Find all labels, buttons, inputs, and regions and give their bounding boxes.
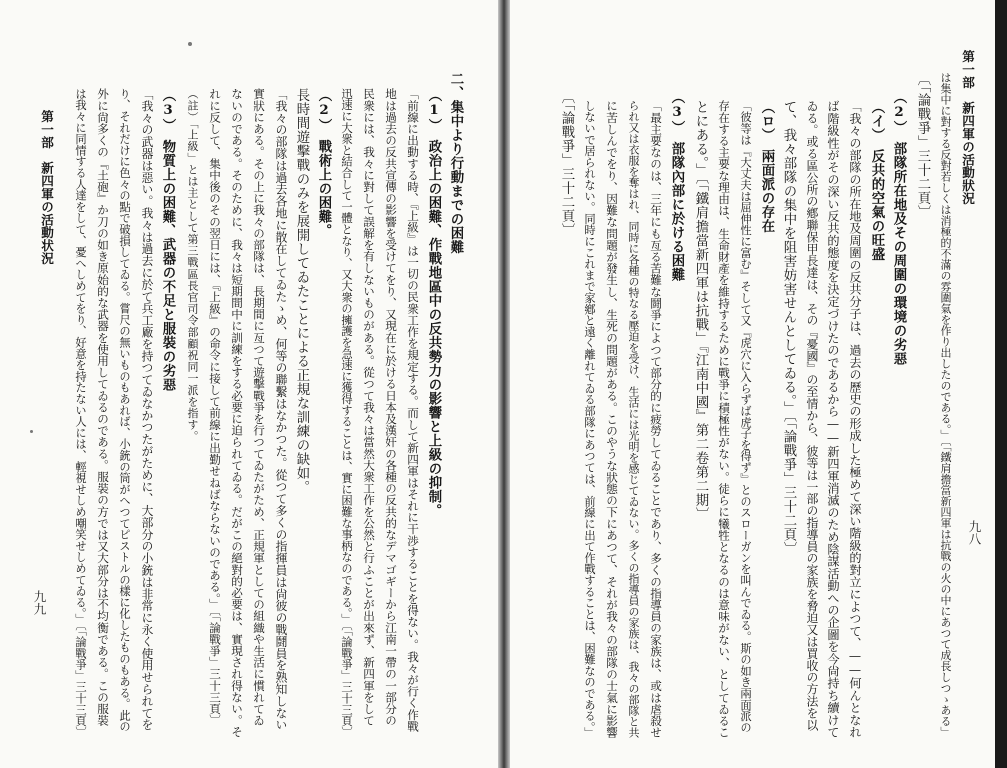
text-column: られ又は衣服を奪はれ、同時に各種の特なる壓迫を受け、生活には光明を感じてゐない。多くの指導員の家族は、我々の部隊と共 [627, 100, 640, 738]
book-gutter [498, 0, 510, 768]
page-number: 九八 [967, 520, 982, 545]
text-column: 「我々の武器は惡い。我々は過去に於て兵工廠を持つてゐなかつたがために、大部分の小銃は非常に永く使用せられてを [140, 88, 154, 731]
text-column: ば階級性がその深い反共的態度を決定づけたのであるから——新四軍消滅のため陰謀活動への企圖を今尙持ち續けて [826, 100, 840, 738]
text-column: ゐる。或る區公所の鄕聯保甲長達は、その『憂國』の至情から、彼等は一部の指導員の家族を脅迫又は買收の方法を以 [805, 100, 819, 731]
text-column: 「我々の部隊は過去各地に散在してゐたゝめ、何等の聯繫はなかつた。從つて多くの指揮員は尙彼の戰鬪員を熟知しない [274, 88, 288, 731]
section-heading: （1） 政治上の困難、作戰地區中の反共勢力の影響と上級の抑制。 [426, 88, 442, 518]
scan-speck [30, 430, 33, 433]
section-heading: （2） 部隊所在地及その周圍の環境の劣惡 [891, 90, 907, 366]
text-column: 迅速に大衆と結合して一體となり、又大衆の擁護を急速に獲得することは、實に困難な事柄なのである。」〔「論戰爭」三十三頁〕 [340, 88, 353, 738]
text-column: 實狀にある。その上に我々の部隊は、長期間に亙つて遊擊戰爭を行つてゐたがため、正規軍としての組織や生活に慣れてゐ [252, 88, 266, 726]
page-number: 九九 [32, 590, 47, 615]
section-heading: （3） 部隊內部に於ける困難 [669, 90, 685, 282]
text-column: 外に尙多くの『土砲』か刀の如き原始的な武器を使用してゐるのである。服裝の方では又大部分は不均衡である。この服裝 [96, 88, 110, 726]
text-column: とにある。」〔「鐵肩擔當新四軍は抗戰」『江南中國』第二卷第二期〕 [693, 100, 708, 522]
section-heading: （3） 物質上の困難、武器の不足と服裝の劣惡 [160, 88, 176, 392]
text-column: 「最主要なのは、三年にも亙る苦難な鬪爭によつて部分的に疲勞してゐることであり、多くの指導員の家族は、或は虐殺せ [649, 100, 663, 738]
text-column: り、それだけに色々の點で破損してゐる。嘗尺の無いものもあれば、小銃の筒がへつてピストルの樣に化したものもある。此の [118, 88, 131, 733]
text-column: に苦しんでをり、因難な問題が發生し、生死の問題がある。このやうな狀態の下にあつて、それが我々の部隊の士氣に影響 [605, 100, 619, 738]
text-column: 存在する主要な理由は、生命財產を維持するために戰爭に積極性がない。徒らに犧牲となるのは意味がない、としてゐるこ [717, 100, 731, 738]
chapter-heading: 二、集中より行動までの困難 [448, 72, 464, 254]
footnote: （註）「上級」とは主として第三戰區長官司令部顧祝同一派を指す。 [186, 88, 199, 443]
text-column: 「彼等は『大丈夫は屈伸性に富む』そして又『虎穴に入らずば虎子を得ず』とのスローガンを叫んでゐる。斯の如き兩面派の [739, 100, 752, 733]
text-column: 民衆には、我々に對して誤解を有しないものがある。從つて我々は當然大衆工作を公然と行ふことが出來ず、新四軍をして [362, 88, 376, 726]
scan-border [995, 0, 1007, 768]
left-page [0, 0, 498, 768]
subsection-heading: （ロ） 兩面派の存在 [759, 100, 775, 234]
text-column: 長時間遊擊戰のみを展開してゐたことによる正規な訓練の缺如。 [294, 88, 309, 494]
right-page [510, 0, 995, 768]
running-header: 第一部 新四軍の活動狀況 [960, 50, 975, 205]
text-column: 「前線に出動する時、『上級』は一切の民衆工作を規定する。而して新四軍はそれに干渉することを得ない。我々が行く作戰 [406, 88, 420, 732]
text-column: は我々に同情する人達をして、憂へしめてをり、好意を持たない人には、輕視せしめ嘲笑せしめてゐる。」〔「論戰爭」三十三頁〕 [74, 88, 87, 738]
running-header: 第一部 新四軍の活動状況 [39, 110, 54, 265]
section-heading: （2） 戰術上の困難。 [316, 88, 332, 238]
text-column: 地は過去の反共宣傳の影響を受けてをり、又現在に於ける日本及漢奸の各種の反共的なデマゴギーから江南一帶の一部分の [384, 88, 398, 726]
text-column: れに反して、集中後のその翌日には、『上級』の命令に接して前線に出勤せねばならないのである。」〔「論戰爭」三十三頁〕 [208, 88, 222, 726]
text-column: しないで居られない。同時にこれまで家鄕と遠く離れてゐる部隊にあつては、前線に出て作戰することは、困難なのである。」 [583, 100, 596, 739]
citation: 〔「論戰爭」三十二頁〕 [915, 72, 930, 220]
text-column: は集中に對する反對若しくは消極的不滿の雰圍氣を作り出したのである。」〔「鐵肩擔當新四軍は抗戰の火の中にあつて成長しつゝある」 [939, 72, 952, 738]
citation: 〔「論戰爭」三十二頁〕 [559, 90, 574, 238]
text-column: 「我々の部隊の所在地及周圍の反共分子は、過去の歷史の形成した極めて深い階級的對立によつて、——何んとなれ [848, 100, 862, 738]
text-column: ないのである。そのために、我々は短期間中に訓練をする必要に迫られてゐる。だがこの絕對的必要は、實現され得ない。そ [230, 88, 244, 738]
text-column: て、我々部隊の集中を阻害妨害せんとしてゐる。」〔「論戰爭」三十二頁〕 [781, 100, 796, 556]
scan-speck [188, 42, 192, 46]
subsection-heading: （イ） 反共的空氣の旺盛 [869, 100, 885, 262]
